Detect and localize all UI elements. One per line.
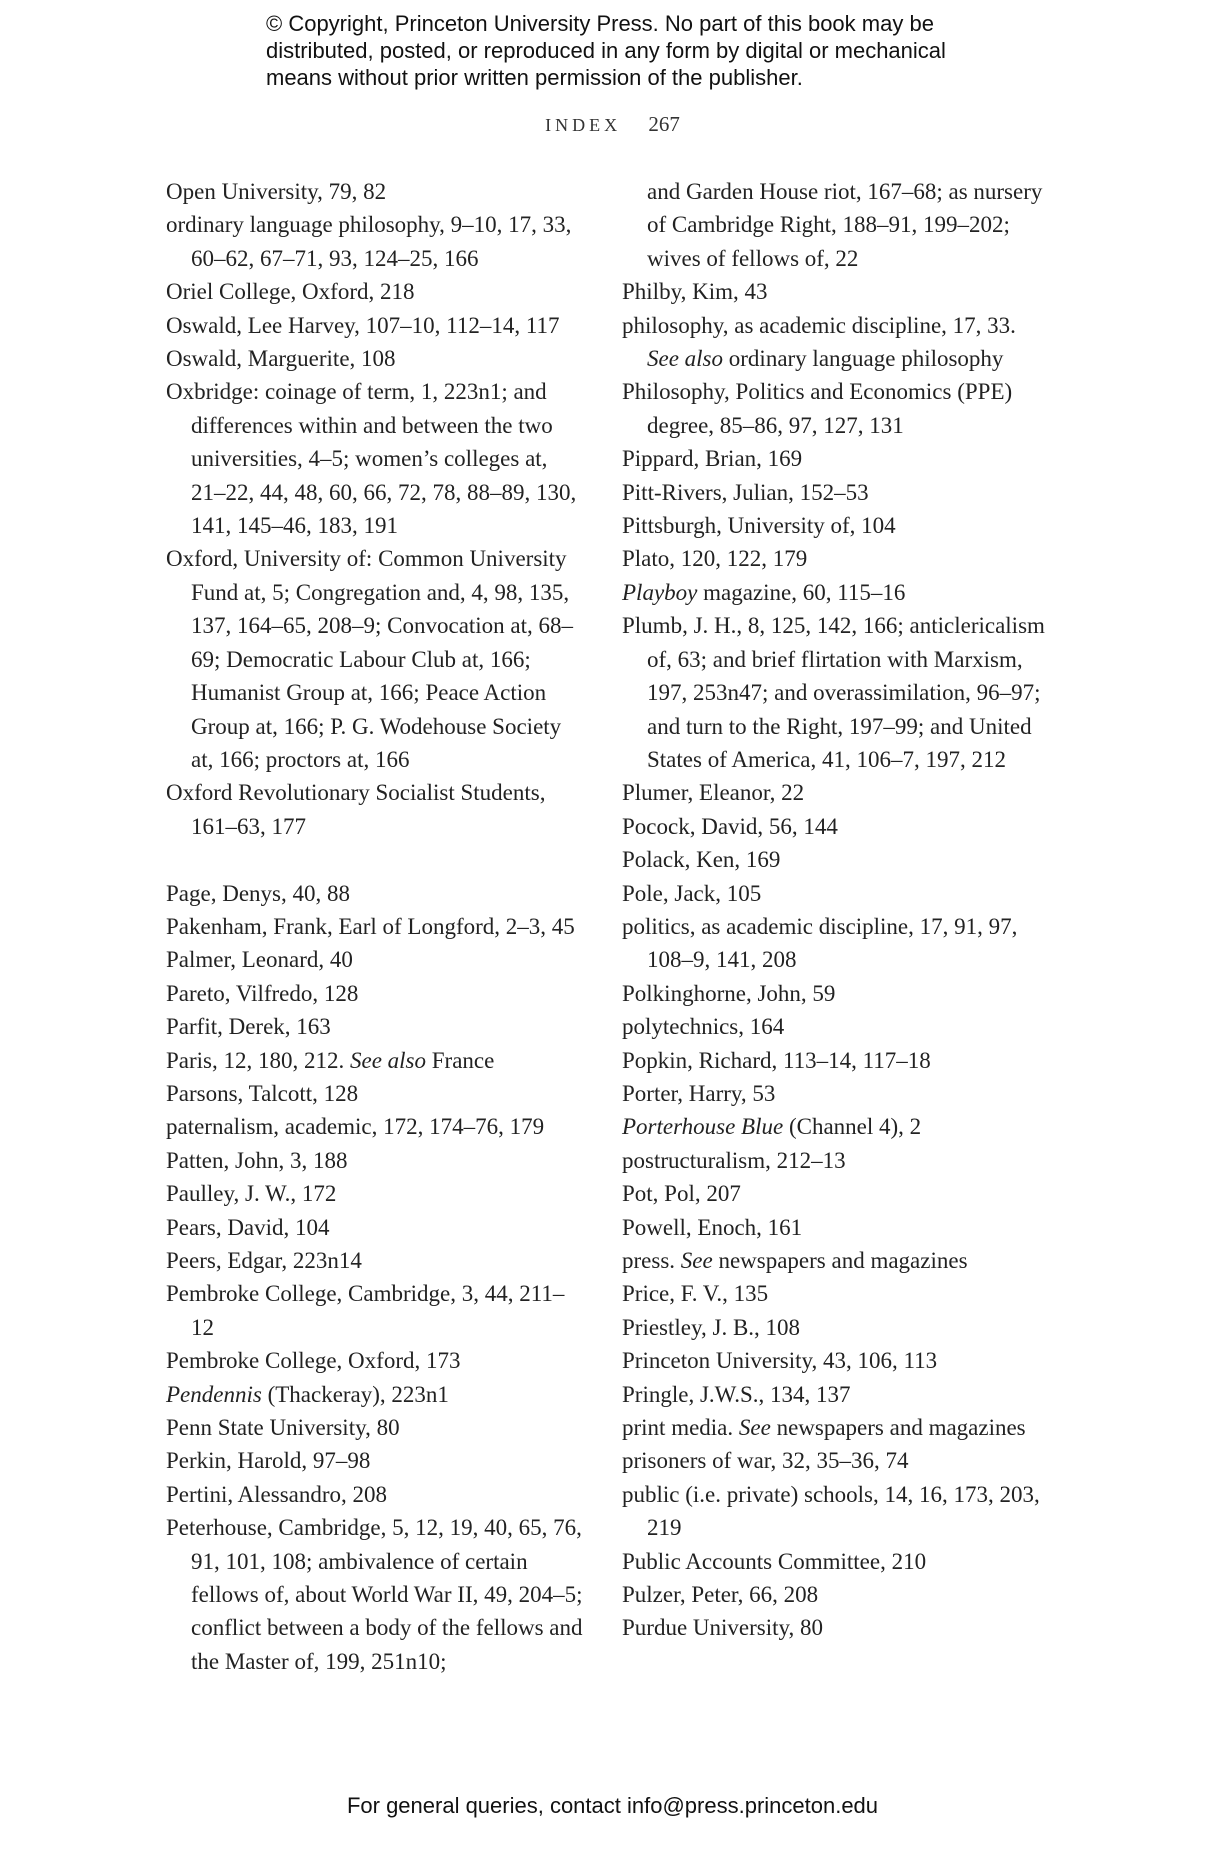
index-entry	[622, 1411, 1062, 1444]
page-number: 267	[648, 112, 680, 136]
entry-text: Paris, 12, 180, 212.	[166, 1047, 350, 1073]
index-entry: Pareto, Vilfredo, 128	[166, 980, 359, 1006]
running-head	[0, 112, 1225, 137]
index-entry: Pole, Jack, 105	[622, 880, 762, 906]
index-entry: Pippard, Brian, 169	[622, 446, 803, 472]
entry-text: (Channel 4), 2	[783, 1114, 922, 1140]
entry-text: philosophy, as academic discipline, 17, 33.	[622, 312, 1016, 338]
index-entry: Oxford Revolutionary Socialist Students, 161–63, 177	[166, 780, 546, 839]
copyright-line: distributed, posted, or reproduced in any form by digital or mechanical	[266, 38, 946, 63]
index-entry: Powell, Enoch, 161	[622, 1214, 803, 1240]
index-entry: Popkin, Richard, 113–14, 117–18	[622, 1047, 931, 1073]
index-entry: Oswald, Lee Harvey, 107–10, 112–14, 117	[166, 312, 560, 338]
copyright-line: © Copyright, Princeton University Press. No part of this book may be	[266, 11, 934, 36]
index-column-left	[166, 175, 586, 1678]
entry-text: newspapers and magazines	[770, 1415, 1026, 1441]
index-entry: Polkinghorne, John, 59	[622, 980, 836, 1006]
index-entry: postructuralism, 212–13	[622, 1147, 846, 1173]
index-entry: Pulzer, Peter, 66, 208	[622, 1582, 819, 1608]
cross-reference: See	[680, 1248, 713, 1273]
index-entry: Plumer, Eleanor, 22	[622, 780, 805, 806]
index-entry: Plato, 120, 122, 179	[622, 546, 808, 572]
index-entry: Pembroke College, Cambridge, 3, 44, 211–12	[166, 1281, 565, 1340]
index-entry: polytechnics, 164	[622, 1014, 785, 1040]
cross-reference: See also	[647, 346, 724, 372]
index-entry: Philosophy, Politics and Economics (PPE) degree, 85–86, 97, 127, 131	[622, 379, 1013, 438]
footer-contact: For general queries, contact info@press.princeton.edu	[346, 1793, 879, 1818]
cross-reference: See	[738, 1415, 771, 1441]
index-entry: Philby, Kim, 43	[622, 279, 768, 305]
index-entry: Pakenham, Frank, Earl of Longford, 2–3, 45	[166, 913, 575, 939]
index-entry: Oxford, University of: Common University Fund at, 5; Congregation and, 4, 98, 135, 137, 164–65, 208–9; Convocation at, 68–69; Democratic Labour Club at, 166; Humanist Group at, 166; Peace Action Group at, 166; P. G. Wodehouse Society at, 166; proctors at, 166	[166, 546, 574, 772]
entry-text: (Thackeray), 223n1	[261, 1381, 449, 1407]
entry-text: France	[426, 1047, 495, 1073]
entry-text: magazine, 60, 115–16	[697, 579, 906, 605]
index-entry: Plumb, J. H., 8, 125, 142, 166; anticlericalism of, 63; and brief flirtation with Marxism, 197, 253n47; and overassimilation, 96–97; and turn to the Right, 197–99; and United States of America, 41, 106–7, 197, 212	[622, 613, 1045, 772]
index-entry: Peers, Edgar, 223n14	[166, 1247, 362, 1273]
index-entry: public (i.e. private) schools, 14, 16, 173, 203, 219	[622, 1481, 1040, 1541]
index-entry: Open University, 79, 82	[166, 179, 387, 204]
index-entry: Pringle, J.W.S., 134, 137	[622, 1381, 851, 1407]
entry-text: print media.	[622, 1415, 739, 1441]
index-entry	[622, 309, 1062, 376]
index-entry: Purdue University, 80	[622, 1615, 824, 1641]
work-title: Porterhouse Blue	[622, 1114, 784, 1140]
index-entry: Priestley, J. B., 108	[622, 1314, 801, 1340]
index-entry: Palmer, Leonard, 40	[166, 947, 353, 973]
index-entry: Oswald, Marguerite, 108	[166, 346, 396, 372]
copyright-line: means without prior written permission of the publisher.	[266, 65, 803, 90]
index-entry: Price, F. V., 135	[622, 1281, 769, 1307]
index-entry: ordinary language philosophy, 9–10, 17, 33, 60–62, 67–71, 93, 124–25, 166	[166, 212, 572, 271]
index-entry	[622, 576, 1062, 609]
index-entry	[622, 1110, 1062, 1143]
index-entry: Penn State University, 80	[166, 1415, 400, 1441]
index-entry: Perkin, Harold, 97–98	[166, 1448, 371, 1474]
index-entry: Patten, John, 3, 188	[166, 1147, 348, 1173]
index-entry: Pears, David, 104	[166, 1214, 330, 1240]
index-entry: Pittsburgh, University of, 104	[622, 513, 896, 539]
index-entry: Pitt-Rivers, Julian, 152–53	[622, 479, 869, 505]
work-title: Pendennis	[166, 1381, 262, 1407]
index-column-right	[622, 175, 1062, 1645]
entry-text: ordinary language philosophy	[723, 346, 1004, 372]
index-entry: Peterhouse, Cambridge, 5, 12, 19, 40, 65, 76, 91, 101, 108; ambivalence of certain fellows of, about World War II, 49, 204–5; conflict between a body of the fellows and the Master of, 199, 251n10;	[166, 1515, 583, 1674]
index-entry	[166, 1044, 586, 1077]
copyright-notice	[266, 10, 1026, 91]
index-entry: Parfit, Derek, 163	[166, 1014, 331, 1040]
running-head-label: INDEX	[545, 115, 622, 135]
index-entry	[622, 1244, 1062, 1277]
index-entry: Princeton University, 43, 106, 113	[622, 1348, 938, 1374]
index-entry: Parsons, Talcott, 128	[166, 1080, 359, 1106]
letter-gap	[166, 843, 586, 876]
index-entry: Pertini, Alessandro, 208	[166, 1481, 388, 1507]
index-entry: Polack, Ken, 169	[622, 847, 781, 873]
work-title: Playboy	[622, 579, 698, 605]
index-entry: prisoners of war, 32, 35–36, 74	[622, 1448, 909, 1474]
entry-text: press.	[622, 1248, 681, 1273]
index-entry: Oxbridge: coinage of term, 1, 223n1; and differences within and between the two universities, 4–5; women’s colleges at, 21–22, 44, 48, 60, 66, 72, 78, 88–89, 130, 141, 145–46, 183, 191	[166, 379, 577, 539]
index-entry: Porter, Harry, 53	[622, 1080, 776, 1106]
index-entry: paternalism, academic, 172, 174–76, 179	[166, 1114, 545, 1140]
index-entry	[166, 1378, 586, 1411]
index-entry: Paulley, J. W., 172	[166, 1181, 337, 1207]
index-entry: Page, Denys, 40, 88	[166, 880, 350, 906]
index-entry: Oriel College, Oxford, 218	[166, 279, 415, 305]
index-entry-continued: and Garden House riot, 167–68; as nursery of Cambridge Right, 188–91, 199–202; wives of fellows of, 22	[647, 179, 1043, 271]
index-entry: Pembroke College, Oxford, 173	[166, 1348, 461, 1374]
index-entry: Pocock, David, 56, 144	[622, 813, 838, 839]
cross-reference: See also	[350, 1047, 427, 1073]
entry-text: newspapers and magazines	[712, 1248, 968, 1273]
index-entry: Pot, Pol, 207	[622, 1181, 741, 1207]
index-entry: politics, as academic discipline, 17, 91, 97, 108–9, 141, 208	[622, 913, 1018, 973]
index-entry: Public Accounts Committee, 210	[622, 1548, 927, 1574]
